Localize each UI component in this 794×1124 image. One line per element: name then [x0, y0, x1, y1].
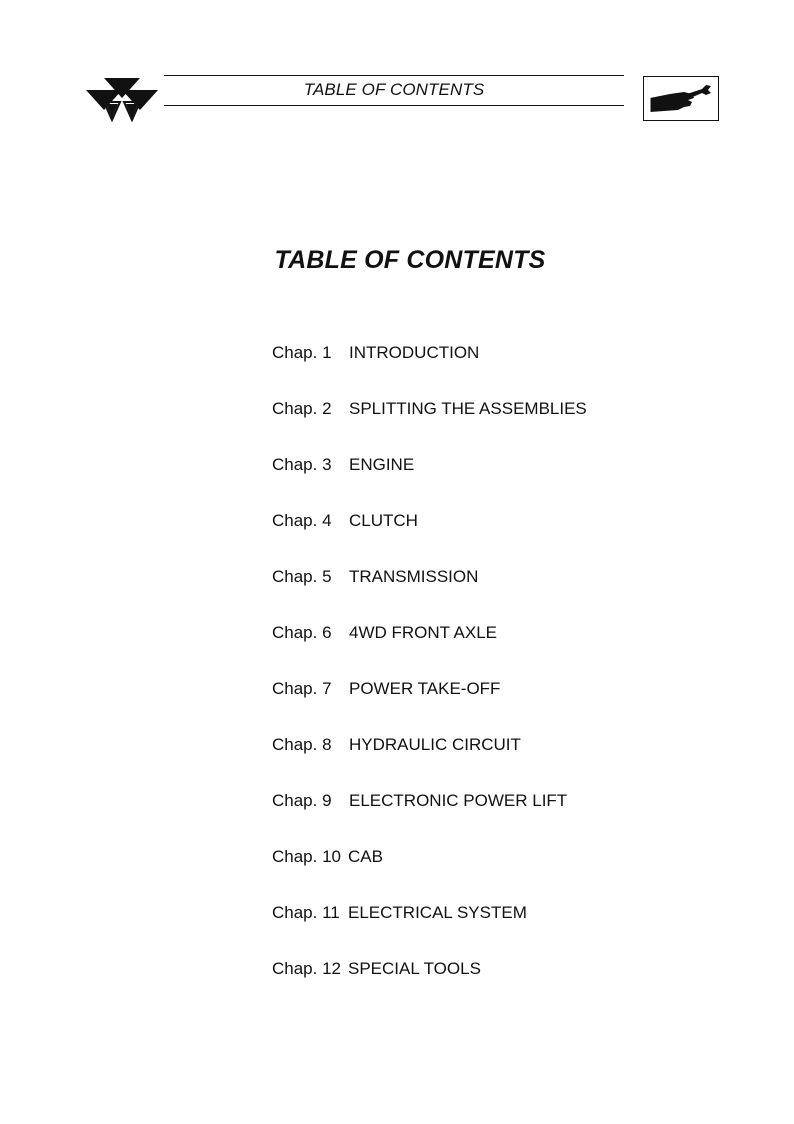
toc-entry[interactable]: [272, 509, 587, 565]
toc-chapter-number: Chap. 1: [272, 343, 332, 362]
toc-chapter-number: Chap. 4: [272, 511, 332, 530]
toc-entry[interactable]: [272, 341, 587, 397]
toc-entry[interactable]: [272, 789, 587, 845]
toc-entry[interactable]: [272, 565, 587, 621]
toc-chapter-number: Chap. 7: [272, 679, 332, 698]
toc-chapter-title: SPECIAL TOOLS: [348, 959, 481, 978]
header-title: TABLE OF CONTENTS: [303, 80, 485, 99]
header-band: [164, 75, 624, 106]
toc-chapter-number: Chap. 5: [272, 567, 332, 586]
toc-chapter-title: ENGINE: [349, 455, 415, 474]
toc-chapter-title: ELECTRONIC POWER LIFT: [349, 791, 568, 810]
toc-chapter-title: INTRODUCTION: [349, 343, 480, 362]
toc-chapter-title: CAB: [348, 847, 383, 866]
toc-chapter-number: Chap. 8: [272, 735, 332, 754]
toc-chapter-number: Chap. 9: [272, 791, 332, 810]
toc-chapter-title: 4WD FRONT AXLE: [349, 623, 497, 642]
toc-list: [272, 341, 587, 1013]
page-title: TABLE OF CONTENTS: [274, 246, 546, 274]
hand-with-wrench-icon: [648, 82, 714, 116]
toc-chapter-title: ELECTRICAL SYSTEM: [348, 903, 527, 922]
toc-chapter-number: Chap. 3: [272, 455, 332, 474]
toc-chapter-title: POWER TAKE-OFF: [349, 679, 501, 698]
toc-chapter-number: Chap. 2: [272, 399, 332, 418]
toc-chapter-number: Chap. 12: [272, 959, 341, 978]
toc-chapter-title: CLUTCH: [349, 511, 418, 530]
toc-entry[interactable]: [272, 901, 587, 957]
toc-chapter-title: SPLITTING THE ASSEMBLIES: [349, 399, 587, 418]
toc-entry[interactable]: [272, 397, 587, 453]
toc-entry[interactable]: [272, 453, 587, 509]
toc-entry[interactable]: [272, 957, 587, 1013]
toc-entry[interactable]: [272, 621, 587, 677]
triple-triangle-logo-icon: [86, 78, 158, 122]
toc-entry[interactable]: [272, 845, 587, 901]
toc-chapter-title: HYDRAULIC CIRCUIT: [349, 735, 521, 754]
toc-chapter-number: Chap. 11: [272, 903, 340, 922]
toc-entry[interactable]: [272, 677, 587, 733]
toc-chapter-title: TRANSMISSION: [349, 567, 479, 586]
toc-chapter-number: Chap. 10: [272, 847, 341, 866]
toc-entry[interactable]: [272, 733, 587, 789]
toc-chapter-number: Chap. 6: [272, 623, 332, 642]
section-icon-box: [643, 76, 719, 121]
